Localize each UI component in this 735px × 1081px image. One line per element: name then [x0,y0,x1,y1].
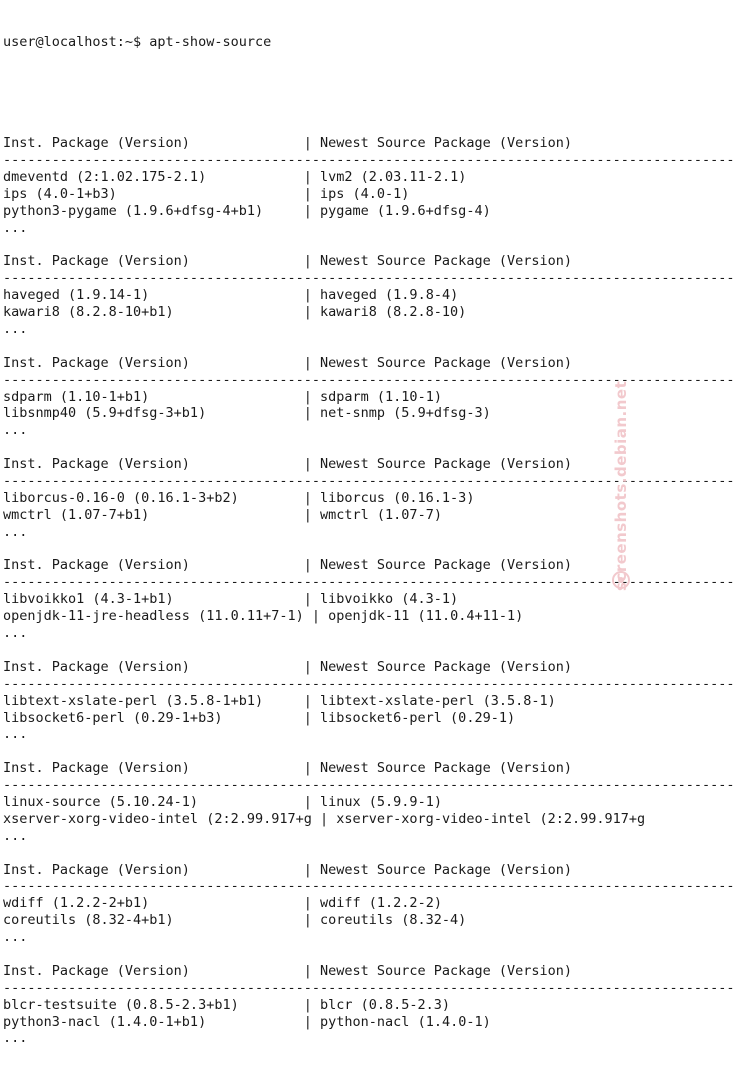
right-cell: libsocket6-perl (0.29-1) [320,709,516,726]
blank-line [3,237,636,254]
package-block [3,135,735,253]
space [320,608,328,624]
left-cell: Inst. Package (Version) [3,354,190,371]
blank-line [3,845,636,862]
left-cell: Inst. Package (Version) [3,861,190,878]
left-cell: libtext-xslate-perl (3.5.8-1+b1) [3,692,264,709]
left-cell: libsnmp40 (5.9+dfsg-3+b1) [3,405,207,422]
column-padding [174,591,304,607]
column-padding [239,997,304,1013]
table-row [3,710,636,727]
right-cell: sdparm (1.10-1) [320,388,442,405]
table-row [3,490,636,507]
space [312,507,320,523]
ellipsis-line: ... [3,321,28,338]
space [312,760,320,776]
table-header [3,456,636,473]
column-padding [190,963,304,979]
column-padding [174,304,304,320]
table-row [3,507,636,524]
right-cell: openjdk-11 (11.0.4+11-1) [328,608,524,625]
column-divider: | [303,962,312,979]
table-row [3,304,636,321]
separator-line: ------------------------------------------------------------------------------------------ [3,675,735,692]
separator-line: ------------------------------------------------------------------------------------------ [3,270,735,287]
ellipsis-line: ... [3,219,28,236]
left-cell: libvoikko1 (4.3-1+b1) [3,591,174,608]
table-row [3,203,636,220]
watermark-text: screenshots.debian.net [612,380,630,591]
column-padding [239,490,304,506]
table-row [3,169,636,186]
left-cell: Inst. Package (Version) [3,557,190,574]
separator-line: ------------------------------------------------------------------------------------------ [3,777,735,794]
right-cell: pygame (1.9.6+dfsg-4) [320,202,491,219]
space [312,862,320,878]
blank-line [3,946,636,963]
left-cell: Inst. Package (Version) [3,253,190,270]
column-divider: | [303,405,312,422]
separator-line: ------------------------------------------------------------------------------------------ [3,574,735,591]
column-padding [117,186,304,202]
column-divider: | [303,591,312,608]
space [312,490,320,506]
right-cell: Newest Source Package (Version) [320,861,572,878]
left-cell: blcr-testsuite (0.8.5-2.3+b1) [3,996,239,1013]
column-divider: | [303,895,312,912]
right-cell: libvoikko (4.3-1) [320,591,459,608]
right-cell: python-nacl (1.4.0-1) [320,1013,491,1030]
column-divider: | [303,793,312,810]
column-divider: | [303,388,312,405]
column-divider: | [303,557,312,574]
column-padding [190,355,304,371]
right-cell: Newest Source Package (Version) [320,354,572,371]
left-cell: python3-nacl (1.4.0-1+b1) [3,1013,207,1030]
space [312,135,320,151]
right-cell: ips (4.0-1) [320,185,410,202]
left-cell: Inst. Package (Version) [3,658,190,675]
table-row [3,591,636,608]
right-cell: liborcus (0.16.1-3) [320,489,475,506]
table-header [3,862,636,879]
space [312,591,320,607]
table-row [3,1014,636,1031]
right-cell: libtext-xslate-perl (3.5.8-1) [320,692,556,709]
left-cell: sdparm (1.10-1+b1) [3,388,150,405]
column-divider: | [303,760,312,777]
space [312,186,320,202]
space [312,710,320,726]
table-row [3,912,636,929]
column-divider: | [303,287,312,304]
right-cell: haveged (1.9.8-4) [320,287,459,304]
ellipsis-line: ... [3,726,28,743]
right-cell: wmctrl (1.07-7) [320,506,442,523]
left-cell: xserver-xorg-video-intel (2:2.99.917+g [3,810,312,827]
command-prompt: user@localhost:~$ apt-show-source [3,33,272,50]
column-divider: | [303,709,312,726]
blank-line [3,338,636,355]
column-divider: | [303,506,312,523]
watermark [604,355,644,605]
table-header [3,659,636,676]
left-cell: liborcus-0.16-0 (0.16.1-3+b2) [3,489,239,506]
table-header [3,963,636,980]
package-block [3,354,735,456]
column-padding [149,389,303,405]
right-cell: blcr (0.8.5-2.3) [320,996,451,1013]
blank-line [3,642,636,659]
left-cell: coreutils (8.32-4+b1) [3,912,174,929]
column-padding [222,710,303,726]
left-cell: python3-pygame (1.9.6+dfsg-4+b1) [3,202,264,219]
left-cell: Inst. Package (Version) [3,135,190,152]
right-cell: linux (5.9.9-1) [320,793,442,810]
space [312,557,320,573]
left-cell: Inst. Package (Version) [3,962,190,979]
space [312,794,320,810]
column-divider: | [303,202,312,219]
column-divider: | [303,169,312,185]
column-divider: | [303,912,312,929]
left-cell: Inst. Package (Version) [3,456,190,473]
right-cell: net-snmp (5.9+dfsg-3) [320,405,491,422]
table-header [3,355,636,372]
separator-line: ------------------------------------------------------------------------------------------ [3,473,735,490]
table-header [3,253,636,270]
package-block [3,962,735,1064]
column-divider: | [303,489,312,506]
package-block [3,861,735,963]
table-row [3,186,636,203]
package-block [3,658,735,760]
left-cell: wdiff (1.2.2-2+b1) [3,895,150,912]
column-padding [206,169,304,185]
column-divider: | [303,692,312,709]
column-divider: | [303,354,312,371]
ellipsis-line: ... [3,827,28,844]
right-cell: lvm2 (2.03.11-2.1) [320,169,467,185]
right-cell: wdiff (1.2.2-2) [320,895,442,912]
column-padding [190,659,304,675]
column-padding [206,405,304,421]
blank-line [3,541,636,558]
package-block [3,760,735,861]
left-cell: kawari8 (8.2.8-10+b1) [3,304,174,321]
column-padding [190,557,304,573]
column-divider: | [303,996,312,1013]
column-padding [263,693,304,709]
blank-line [3,85,636,102]
space [312,997,320,1013]
column-padding [190,456,304,472]
column-padding [190,253,304,269]
left-cell: Inst. Package (Version) [3,760,190,777]
right-cell: coreutils (8.32-4) [320,912,467,929]
space [312,304,320,320]
column-divider: | [303,304,312,321]
right-cell: Newest Source Package (Version) [320,557,572,574]
ellipsis-line: ... [3,422,28,439]
column-divider: | [320,810,329,827]
package-block [3,456,735,557]
table-row [3,810,646,828]
terminal-output[interactable] [3,0,735,1081]
space [312,895,320,911]
right-cell: xserver-xorg-video-intel (2:2.99.917+g [336,810,646,827]
ellipsis-line: ... [3,523,28,540]
column-divider: | [303,253,312,270]
column-padding [304,608,312,624]
right-cell: Newest Source Package (Version) [320,760,572,777]
table-row [3,693,636,710]
column-padding [190,760,304,776]
space [312,405,320,421]
separator-line: ------------------------------------------------------------------------------------------ [3,152,735,169]
column-padding [174,912,304,928]
ellipsis-line: ... [3,1030,28,1047]
space [312,693,320,709]
space [312,169,320,185]
table-row [3,895,636,912]
table-row [3,405,636,422]
table-row [3,997,636,1014]
table-header [3,760,636,777]
left-cell: linux-source (5.10.24-1) [3,793,199,810]
right-cell: Newest Source Package (Version) [320,962,572,979]
table-row [3,389,636,406]
column-divider: | [303,135,312,152]
right-cell: Newest Source Package (Version) [320,456,572,473]
blank-line [3,1047,636,1064]
column-padding [149,895,303,911]
space [312,963,320,979]
space [312,659,320,675]
table-row [3,287,636,304]
package-block [3,253,735,354]
column-padding [190,862,304,878]
package-block [3,557,735,658]
separator-line: ------------------------------------------------------------------------------------------ [3,979,735,996]
separator-line: ------------------------------------------------------------------------------------------ [3,371,735,388]
column-padding [149,287,303,303]
space [312,203,320,219]
column-divider: | [303,185,312,202]
column-divider: | [311,608,321,625]
table-header [3,557,636,574]
left-cell: libsocket6-perl (0.29-1+b3) [3,709,223,726]
space [312,1014,320,1030]
debian-swirl-icon [612,571,630,589]
ellipsis-line: ... [3,625,28,642]
right-cell: Newest Source Package (Version) [320,658,572,675]
column-divider: | [303,456,312,473]
blank-line [3,439,636,456]
left-cell: dmeventd (2:1.02.175-2.1) [3,169,207,185]
table-row [3,608,636,625]
left-cell: haveged (1.9.14-1) [3,287,150,304]
space [312,456,320,472]
column-padding [263,203,304,219]
column-padding [198,794,304,810]
left-cell: wmctrl (1.07-7+b1) [3,506,150,523]
package-table-blocks [3,135,735,1064]
right-cell: Newest Source Package (Version) [320,135,572,152]
column-divider: | [303,658,312,675]
space [312,912,320,928]
table-header [3,135,636,152]
right-cell: kawari8 (8.2.8-10) [320,304,467,321]
column-padding [190,135,304,151]
column-padding [312,811,320,827]
space [312,253,320,269]
space [312,355,320,371]
column-divider: | [303,861,312,878]
space [312,389,320,405]
separator-line: ------------------------------------------------------------------------------------------ [3,878,735,895]
column-divider: | [303,1013,312,1030]
table-row [3,794,636,811]
right-cell: Newest Source Package (Version) [320,253,572,270]
left-cell: openjdk-11-jre-headless (11.0.11+7-1) [3,608,304,625]
ellipsis-line: ... [3,929,28,946]
space [312,287,320,303]
left-cell: ips (4.0-1+b3) [3,185,117,202]
column-padding [206,1014,304,1030]
column-padding [149,507,303,523]
blank-line [3,743,636,760]
